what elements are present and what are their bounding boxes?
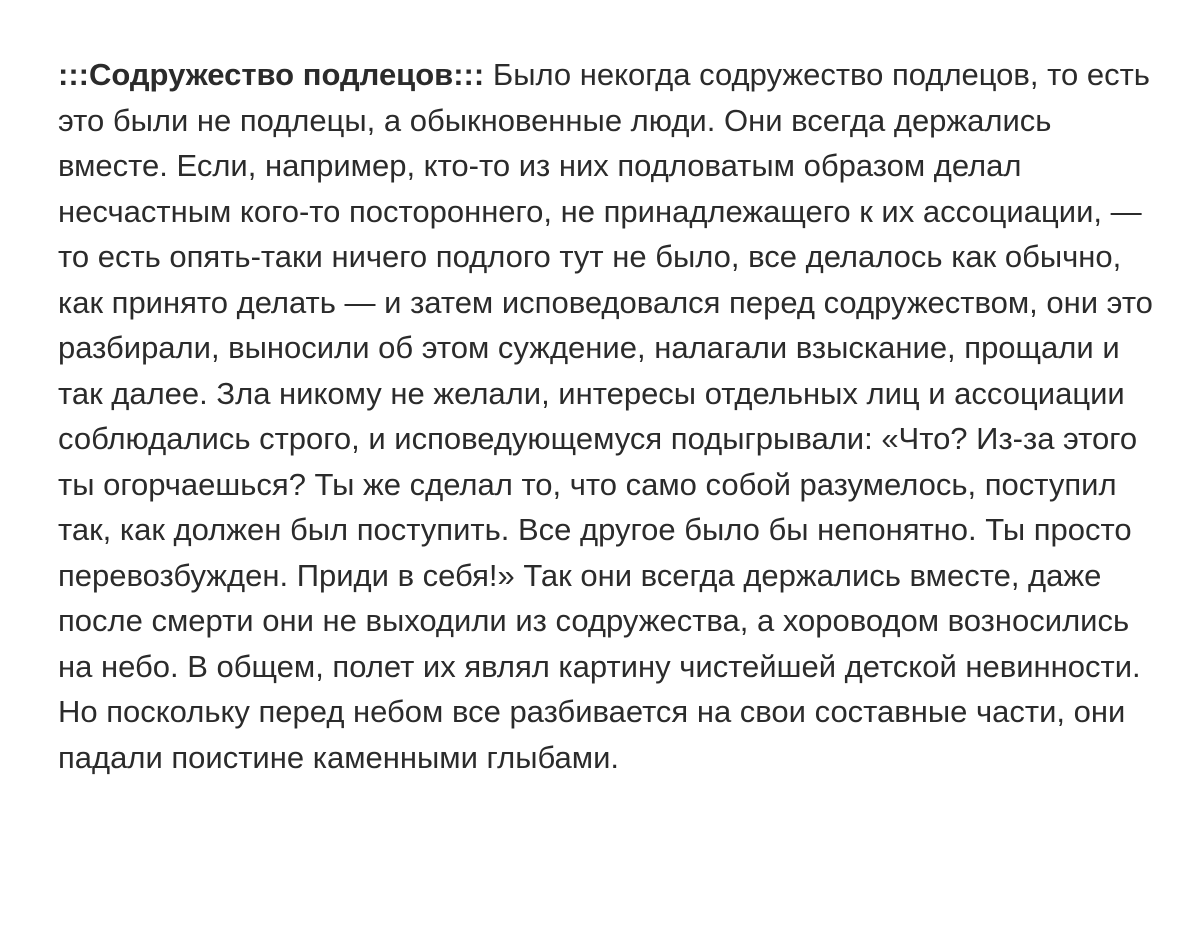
document-text	[58, 52, 1158, 780]
document-title: :::Содружество подлецов:::	[58, 57, 485, 92]
document-body: Было некогда содружество подлецов, то есть это были не подлецы, а обыкновенные люди. Они всегда держались вместе. Если, например, кто-то из них подловатым образом делал несчастным кого-то постороннего, не принадлежащего к их ассоциации, — то есть опять-таки ничего подлого тут не было, все делалось как обычно, как принято делать — и затем исповедовался перед содружеством, они это разбирали, выносили об этом суждение, налагали взыскание, прощали и так далее. Зла никому не желали, интересы отдельных лиц и ассоциации соблюдались строго, и исповедующемуся подыгрывали: «Что? Из-за этого ты огорчаешься? Ты же сделал то, что само собой разумелось, поступил так, как должен был поступить. Все другое было бы непонятно. Ты просто перевозбужден. Приди в себя!» Так они всегда держались вместе, даже после смерти они не выходили из содружества, а хороводом возносились на небо. В общем, полет их являл картину чистейшей детской невинности. Но поскольку перед небом все разбивается на свои составные части, они падали поистине каменными глыбами.	[58, 57, 1153, 775]
